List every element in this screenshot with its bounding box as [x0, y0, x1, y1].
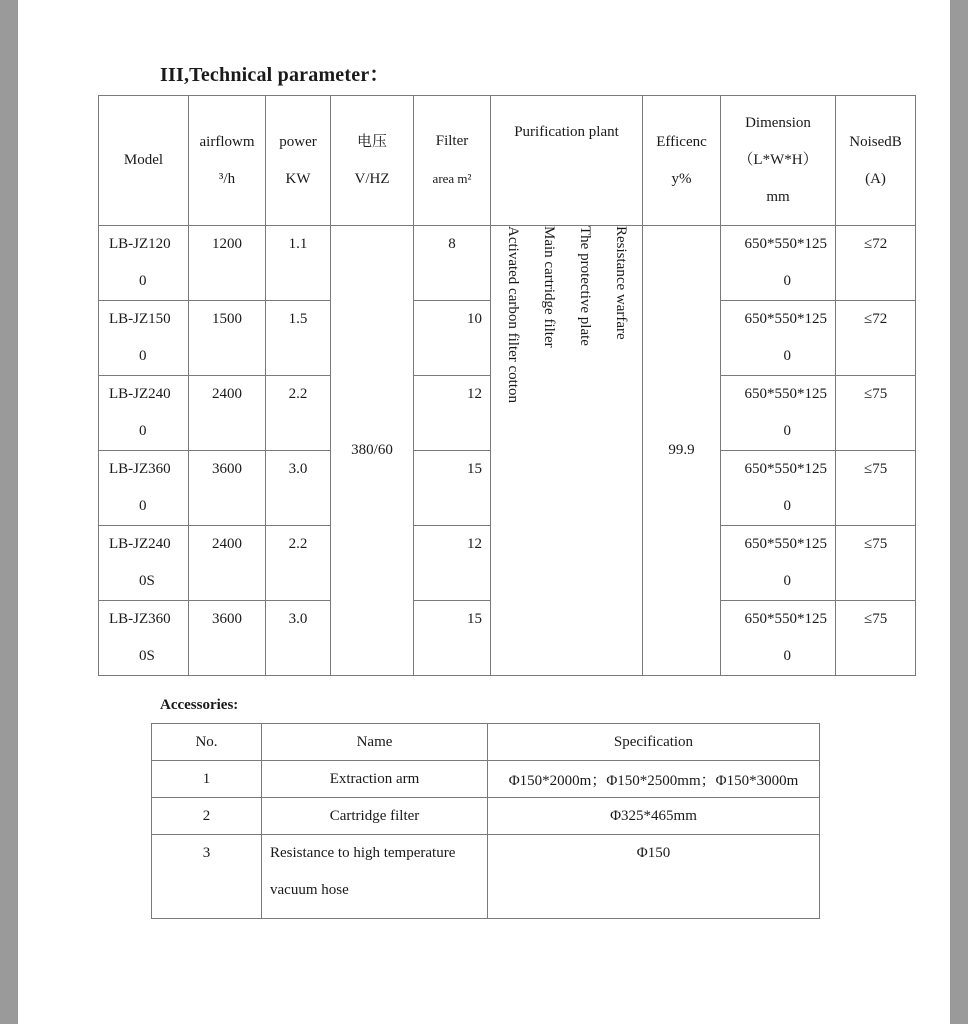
dimension-cell: 650*550*125 0	[721, 376, 836, 451]
airflow-cell: 1200	[189, 226, 266, 301]
efficiency-cell: 99.9	[643, 226, 721, 676]
airflow-cell: 2400	[189, 526, 266, 601]
table-row	[152, 761, 820, 798]
airflow-cell: 3600	[189, 601, 266, 676]
header-specification: Specification	[488, 724, 820, 761]
noise-cell: ≤75	[836, 451, 916, 526]
no-cell: 2	[152, 798, 262, 835]
header-model: Model	[99, 96, 189, 226]
filter-area-cell: 15	[414, 601, 491, 676]
purification-item: Resistance warfare	[613, 226, 629, 340]
header-filter-area: Filter area m²	[414, 96, 491, 226]
power-cell: 1.5	[266, 301, 331, 376]
table-row	[152, 798, 820, 835]
noise-cell: ≤72	[836, 226, 916, 301]
spec-cell: Φ325*465mm	[488, 798, 820, 835]
header-power: power KW	[266, 96, 331, 226]
power-cell: 1.1	[266, 226, 331, 301]
header-dimension: Dimension （L*W*H） mm	[721, 96, 836, 226]
airflow-cell: 3600	[189, 451, 266, 526]
power-cell: 2.2	[266, 376, 331, 451]
header-voltage: 电压 V/HZ	[331, 96, 414, 226]
technical-parameter-table	[98, 95, 916, 676]
model-cell: LB-JZ360 0S	[99, 601, 189, 676]
model-cell: LB-JZ120 0	[99, 226, 189, 301]
filter-area-cell: 15	[414, 451, 491, 526]
power-cell: 3.0	[266, 601, 331, 676]
spec-cell: Φ150	[488, 835, 820, 919]
name-cell: Extraction arm	[262, 761, 488, 798]
purification-cell	[491, 226, 643, 676]
noise-cell: ≤75	[836, 526, 916, 601]
model-cell: LB-JZ240 0S	[99, 526, 189, 601]
filter-area-cell: 12	[414, 376, 491, 451]
filter-area-cell: 10	[414, 301, 491, 376]
model-cell: LB-JZ360 0	[99, 451, 189, 526]
filter-area-cell: 8	[414, 226, 491, 301]
table-row	[99, 226, 916, 301]
no-cell: 3	[152, 835, 262, 919]
purification-item: Main cartridge filter	[541, 226, 557, 348]
document-page	[18, 0, 950, 1024]
spec-cell: Φ150*2000m；Φ150*2500mm；Φ150*3000m	[488, 761, 820, 798]
name-cell: Cartridge filter	[262, 798, 488, 835]
airflow-cell: 2400	[189, 376, 266, 451]
header-efficiency: Efficenc y%	[643, 96, 721, 226]
purification-item: The protective plate	[577, 226, 593, 346]
header-no: No.	[152, 724, 262, 761]
name-cell: Resistance to high temperature vacuum hose	[262, 835, 488, 919]
noise-cell: ≤75	[836, 376, 916, 451]
power-cell: 2.2	[266, 526, 331, 601]
accessories-label: Accessories:	[160, 697, 239, 713]
table-header-row	[99, 96, 916, 226]
header-purification: Purification plant	[491, 96, 643, 226]
header-airflow: airflowm ³/h	[189, 96, 266, 226]
accessories-header-row	[152, 724, 820, 761]
dimension-cell: 650*550*125 0	[721, 526, 836, 601]
table-row	[152, 835, 820, 919]
header-name: Name	[262, 724, 488, 761]
header-noise: NoisedB (A)	[836, 96, 916, 226]
dimension-cell: 650*550*125 0	[721, 601, 836, 676]
accessories-table	[151, 723, 820, 919]
model-cell: LB-JZ150 0	[99, 301, 189, 376]
dimension-cell: 650*550*125 0	[721, 301, 836, 376]
dimension-cell: 650*550*125 0	[721, 451, 836, 526]
filter-area-cell: 12	[414, 526, 491, 601]
voltage-cell: 380/60	[331, 226, 414, 676]
no-cell: 1	[152, 761, 262, 798]
purification-item: Activated carbon filter cotton	[505, 226, 521, 404]
airflow-cell: 1500	[189, 301, 266, 376]
model-cell: LB-JZ240 0	[99, 376, 189, 451]
dimension-cell: 650*550*125 0	[721, 226, 836, 301]
power-cell: 3.0	[266, 451, 331, 526]
noise-cell: ≤72	[836, 301, 916, 376]
noise-cell: ≤75	[836, 601, 916, 676]
section-title: III,Technical parameter：	[160, 64, 390, 86]
